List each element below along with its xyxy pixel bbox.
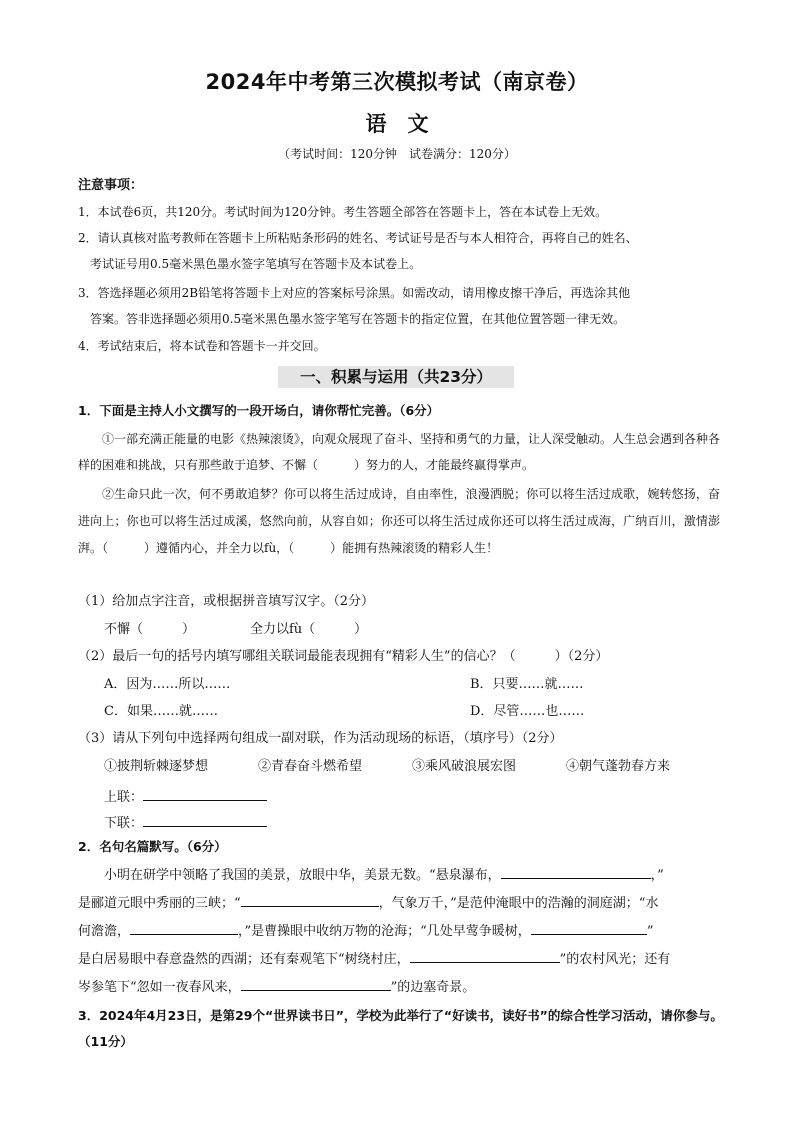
answer-blank bbox=[531, 920, 647, 935]
answer-blank bbox=[130, 920, 238, 935]
q2-text: ” bbox=[646, 924, 654, 939]
option-c: C．如果……就…… bbox=[104, 704, 218, 719]
section-title: 一、积累与运用（共23分） bbox=[278, 366, 514, 388]
q2-text: ”的边塞奇景。 bbox=[390, 980, 476, 995]
couplet-choice-4: ④朝气蓬勃春方来 bbox=[566, 759, 671, 774]
question-2-title: 2．名句名篇默写。（6分） bbox=[78, 839, 227, 854]
subject-title: 语 文 bbox=[365, 112, 429, 136]
answer-blank bbox=[410, 948, 560, 963]
note-item: 考试证号用0.5毫米黑色墨水签字笔填写在答题卡及本试卷上。 bbox=[90, 257, 422, 271]
couplet-choice-1: ①披荆斩棘逐梦想 bbox=[104, 759, 209, 774]
subquestion-3: （3）请从下列句中选择两句组成一副对联，作为活动现场的标语，（填序号）（2分） bbox=[78, 731, 563, 746]
answer-blank bbox=[501, 864, 651, 879]
exam-title: 2024年中考第三次模拟考试（南京卷） bbox=[205, 70, 589, 94]
couplet-choice-2: ②青春奋斗燃希望 bbox=[258, 759, 363, 774]
q2-text: ，气象万千，”是范仲淹眼中的浩瀚的洞庭湖；“水 bbox=[378, 896, 659, 911]
notes-title: 注意事项： bbox=[78, 178, 144, 193]
option-d: D．尽管……也…… bbox=[470, 704, 585, 719]
q2-text: ”的农村风光；还有 bbox=[559, 952, 671, 967]
couplet-choice-3: ③乘风破浪展宏图 bbox=[412, 759, 517, 774]
answer-blank bbox=[241, 892, 379, 907]
question-3-title: 3．2024年4月23日，是第29个“世界读书日”，学校为此举行了“好读书，读好书”的综合性学习活动，请你参与。（11分） bbox=[78, 1008, 723, 1049]
answer-blank bbox=[143, 786, 267, 801]
q2-text: ，”是曹操眼中收纳万物的沧海；“几处早莺争暖树， bbox=[238, 924, 531, 939]
option-a: A．因为……所以…… bbox=[104, 677, 231, 692]
q2-text: ，” bbox=[650, 868, 664, 883]
subquestion-2: （2）最后一句的括号内填写哪组关联词最能表现拥有“精彩人生”的信心？（ ）（2分） bbox=[78, 649, 609, 664]
question-1-title: 1．下面是主持人小文撰写的一段开场白，请你帮忙完善。（6分） bbox=[78, 403, 440, 418]
upper-couplet bbox=[104, 786, 267, 807]
lower-couplet-label: 下联： bbox=[104, 816, 144, 831]
answer-blank bbox=[143, 812, 267, 827]
upper-couplet-label: 上联： bbox=[104, 790, 144, 805]
exam-info: （考试时间：120分钟 试卷满分：120分） bbox=[278, 147, 516, 161]
note-item: 答案。答非选择题必须用0.5毫米黑色墨水签字笔写在答题卡的指定位置，在其他位置答题一律无效。 bbox=[90, 312, 626, 326]
option-b: B．只要……就…… bbox=[470, 677, 584, 692]
question-1-para-1: ①一部充满正能量的电影《热辣滚烫》，向观众展现了奋斗、坚持和勇气的力量，让人深受触动。人生总会遇到各种各样的困难和挑战，只有那些敢于追梦、不懈（ ）努力的人，才能最终赢得掌声。 bbox=[78, 432, 721, 472]
lower-couplet bbox=[104, 812, 267, 833]
q2-text: 岑参笔下“忽如一夜春风来， bbox=[78, 980, 241, 995]
pinyin-blank-2: 全力以fù（ ） bbox=[250, 622, 368, 637]
note-item: 3．答选择题必须用2B铅笔将答题卡上对应的答案标号涂黑。如需改动，请用橡皮擦干净后，再选涂其他 bbox=[78, 286, 631, 300]
q2-text: 小明在研学中领略了我国的美景，放眼中华，美景无数。“悬泉瀑布， bbox=[104, 868, 501, 883]
answer-blank bbox=[241, 976, 391, 991]
q2-text: 是郦道元眼中秀丽的三峡；“ bbox=[78, 896, 241, 911]
q2-text: 是白居易眼中春意盎然的西湖；还有秦观笔下“树绕村庄， bbox=[78, 952, 410, 967]
q2-line-4 bbox=[78, 948, 670, 969]
note-item: 1．本试卷6页，共120分。考试时间为120分钟。考生答题全部答在答题卡上，答在本试卷上无效。 bbox=[78, 205, 608, 219]
q2-line-2 bbox=[78, 892, 658, 913]
q2-line-5 bbox=[78, 976, 475, 997]
q2-text: 何澹澹， bbox=[78, 924, 131, 939]
note-item: 2．请认真核对监考教师在答题卡上所粘贴条形码的姓名、考试证号是否与本人相符合，再将自己的姓名、 bbox=[78, 231, 638, 245]
subquestion-1: （1）给加点字注音，或根据拼音填写汉字。（2分） bbox=[78, 594, 375, 609]
pinyin-blank-1: 不懈（ ） bbox=[104, 622, 196, 637]
q2-line-3 bbox=[78, 920, 653, 941]
q2-line-1 bbox=[104, 864, 664, 885]
question-1-para-2: ②生命只此一次，何不勇敢追梦？你可以将生活过成诗，自由率性，浪漫洒脱；你可以将生活过成歌，婉转悠扬，奋进向上；你也可以将生活过成溪，悠然向前，从容自如；你还可以将生活过成你还可以将生活过成海，广纳百川，激情澎湃。（ ）遵循内心，并全力以fù，（ ）能拥有热辣滚烫的精彩人生！ bbox=[78, 487, 720, 555]
note-item: 4．考试结束后，将本试卷和答题卡一并交回。 bbox=[78, 339, 326, 353]
